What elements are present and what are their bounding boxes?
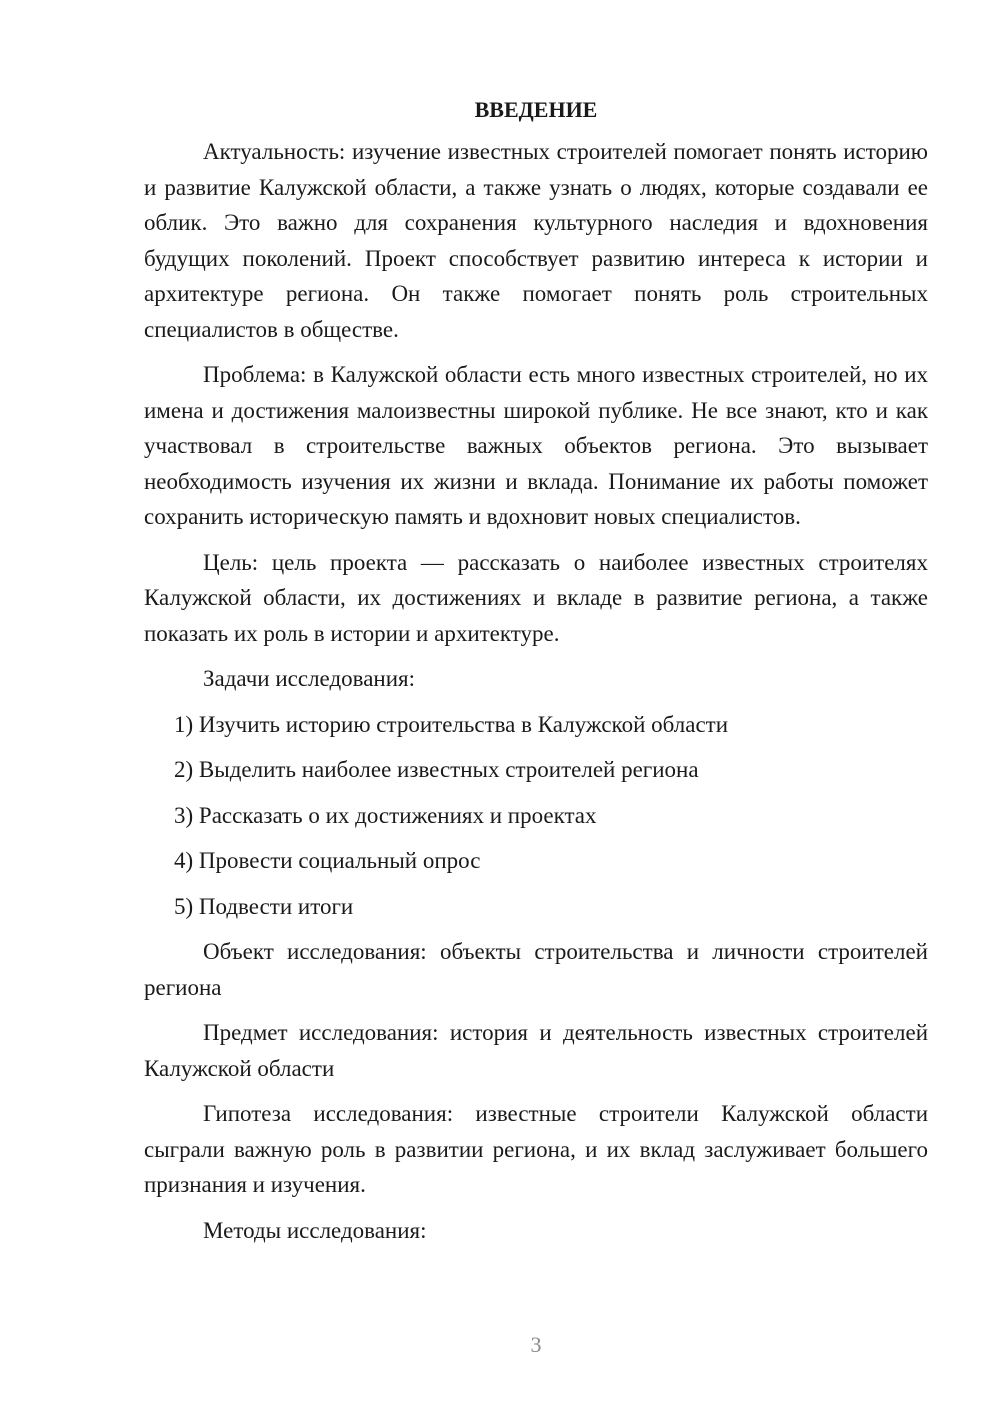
paragraph-problem: Проблема: в Калужской области есть много известных строителей, но их имена и достижения малоизвестны широкой публике. Не все знают, кто и как участвовал в строительстве важных объектов региона. Это вызывает необходимость изучения их жизни и вклада. Понимание их работы поможет сохранить историческую память и вдохновит новых специалистов. [144,362,928,529]
page-number: 3 [530,1332,542,1357]
tasks-heading: Задачи исследования: [203,666,416,691]
paragraph-subject: Предмет исследования: история и деятельность известных строителей Калужской области [144,1020,928,1081]
list-item: 1) Изучить историю строительства в Калужской области [174,711,729,737]
paragraph-methods: Методы исследования: [203,1217,427,1243]
paragraph-hypothesis: Гипотеза исследования: известные строители Калужской области сыграли важную роль в развитии региона, и их вклад заслуживает большего признания и изучения. [144,1101,928,1197]
paragraph-object: Объект исследования: объекты строительства и личности строителей региона [144,939,928,1000]
list-item: 5) Подвести итоги [174,893,354,919]
page-title: ВВЕДЕНИЕ [474,97,598,122]
list-item: 2) Выделить наиболее известных строителей региона [174,757,699,782]
paragraph-actuality: Актуальность: изучение известных строителей помогает понять историю и развитие Калужской области, а также узнать о людях, которые создавали ее облик. Это важно для сохранения культурного наследия и вдохновения будущих поколений. Проект способствует развитию интереса к истории и архитектуре региона. Он также помогает понять роль строительных специалистов в обществе. [144,139,928,342]
list-item: 3) Рассказать о их достижениях и проектах [174,802,597,828]
paragraph-goal: Цель: цель проекта — рассказать о наиболее известных строителях Калужской области, их достижениях и вкладе в развитие региона, а также показать их роль в истории и архитектуре. [144,549,928,646]
list-item: 4) Провести социальный опрос [174,848,481,873]
page-content [144,92,928,1258]
tasks-list [144,707,928,925]
